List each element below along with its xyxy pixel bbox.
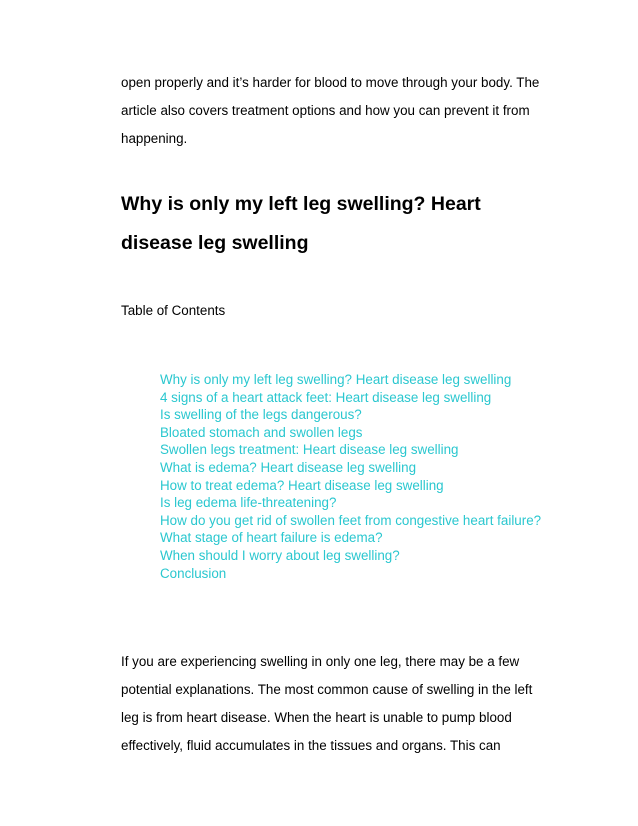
toc-item [160, 547, 541, 565]
toc-link[interactable]: 4 signs of a heart attack feet: Heart disease leg swelling [160, 389, 492, 405]
intro-line: happening. [121, 131, 188, 146]
toc-item [160, 494, 541, 512]
intro-line: open properly and it’s harder for blood to move through your body. The [121, 75, 540, 90]
toc-link[interactable]: How to treat edema? Heart disease leg swelling [160, 477, 444, 493]
toc-link[interactable]: Is leg edema life-threatening? [160, 495, 337, 511]
toc-link[interactable]: How do you get rid of swollen feet from congestive heart failure? [160, 512, 542, 528]
toc-link[interactable]: What is edema? Heart disease leg swelling [160, 459, 417, 475]
toc-item [160, 406, 541, 424]
toc-link[interactable]: Bloated stomach and swollen legs [160, 424, 363, 440]
section-heading [121, 185, 481, 263]
heading-line: Why is only my left leg swelling? Heart [121, 193, 481, 215]
heading-line: disease leg swelling [121, 232, 309, 254]
toc-link[interactable]: Swollen legs treatment: Heart disease leg swelling [160, 442, 459, 458]
toc-item [160, 441, 541, 459]
toc-item [160, 389, 541, 407]
toc-link[interactable]: Conclusion [160, 565, 227, 581]
toc-link[interactable]: When should I worry about leg swelling? [160, 547, 400, 563]
toc-item [160, 565, 541, 583]
toc-link[interactable]: Why is only my left leg swelling? Heart disease leg swelling [160, 372, 512, 387]
intro-paragraph [121, 69, 581, 153]
toc-item [160, 424, 541, 442]
toc-item [160, 529, 541, 547]
body-line: If you are experiencing swelling in only one leg, there may be a few [121, 654, 520, 669]
toc-link[interactable]: What stage of heart failure is edema? [160, 530, 383, 546]
table-of-contents [160, 371, 541, 582]
toc-link[interactable]: Is swelling of the legs dangerous? [160, 407, 362, 423]
body-paragraph [121, 648, 581, 760]
toc-item [160, 371, 541, 389]
body-line: potential explanations. The most common cause of swelling in the left [121, 682, 533, 697]
body-line: effectively, fluid accumulates in the tissues and organs. This can [121, 738, 501, 753]
toc-title: Table of Contents [121, 303, 226, 318]
toc-item [160, 459, 541, 477]
intro-line: article also covers treatment options and how you can prevent it from [121, 103, 530, 118]
toc-item [160, 477, 541, 495]
toc-item [160, 512, 541, 530]
body-line: leg is from heart disease. When the heart is unable to pump blood [121, 710, 512, 725]
